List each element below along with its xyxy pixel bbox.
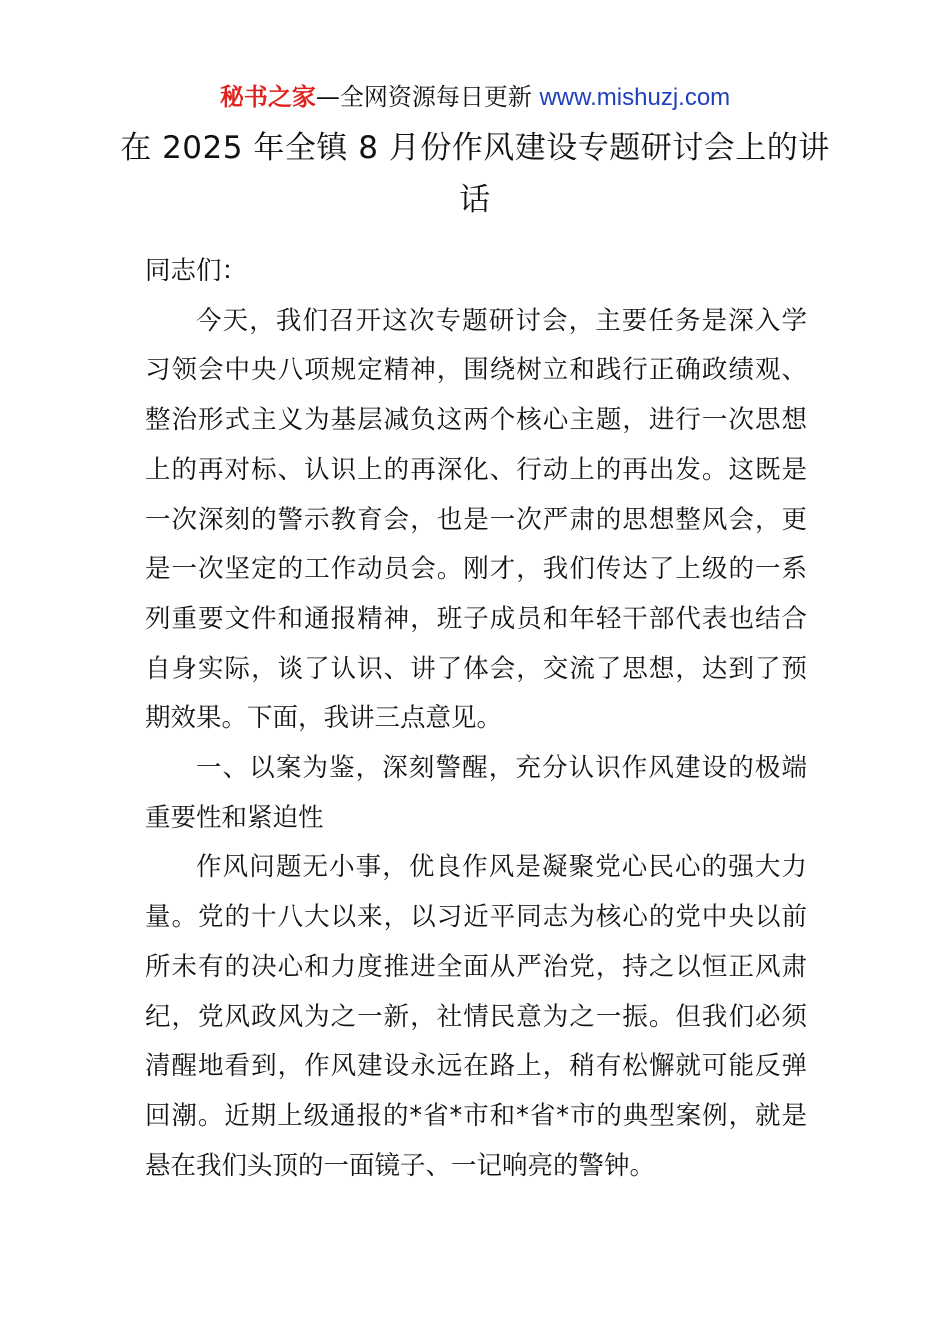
brand-name: 秘书之家 xyxy=(219,83,316,111)
site-header xyxy=(0,80,950,115)
section-heading-1: 一、以案为鉴，深刻警醒，充分认识作风建设的极端重要性和紧迫性 xyxy=(145,753,807,833)
document-title: 在 2025 年全镇 8 月份作风建设专题研讨会上的讲话 xyxy=(120,130,830,218)
salutation: 同志们： xyxy=(145,256,248,286)
paragraph-section-1: 作风问题无小事，优良作风是凝聚党心民心的强大力量。党的十八大以来，以习近平同志为核心的党中央以前所未有的决心和力度推进全面从严治党，持之以恒正风肃纪，党风政风为之一新，社情民意为之一振。但我们必须清醒地看到，作风建设永远在路上，稍有松懈就可能反弹回潮。近期上级通报的*省*市和*省*市的典型案例，就是悬在我们头顶的一面镜子、一记响亮的警钟。 xyxy=(145,852,807,1181)
paragraph-intro: 今天，我们召开这次专题研讨会，主要任务是深入学习领会中央八项规定精神，围绕树立和践行正确政绩观、整治形式主义为基层减负这两个核心主题，进行一次思想上的再对标、认识上的再深化、行动上的再出发。这既是一次深刻的警示教育会，也是一次严肃的思想整风会，更是一次坚定的工作动员会。刚才，我们传达了上级的一系列重要文件和通报精神，班子成员和年轻干部代表也结合自身实际，谈了认识、讲了体会，交流了思想，达到了预期效果。下面，我讲三点意见。 xyxy=(145,305,807,734)
site-url-link[interactable]: www.mishuzj.com xyxy=(539,84,731,111)
site-tagline: —全网资源每日更新 xyxy=(315,83,540,111)
document-body xyxy=(145,247,807,1191)
